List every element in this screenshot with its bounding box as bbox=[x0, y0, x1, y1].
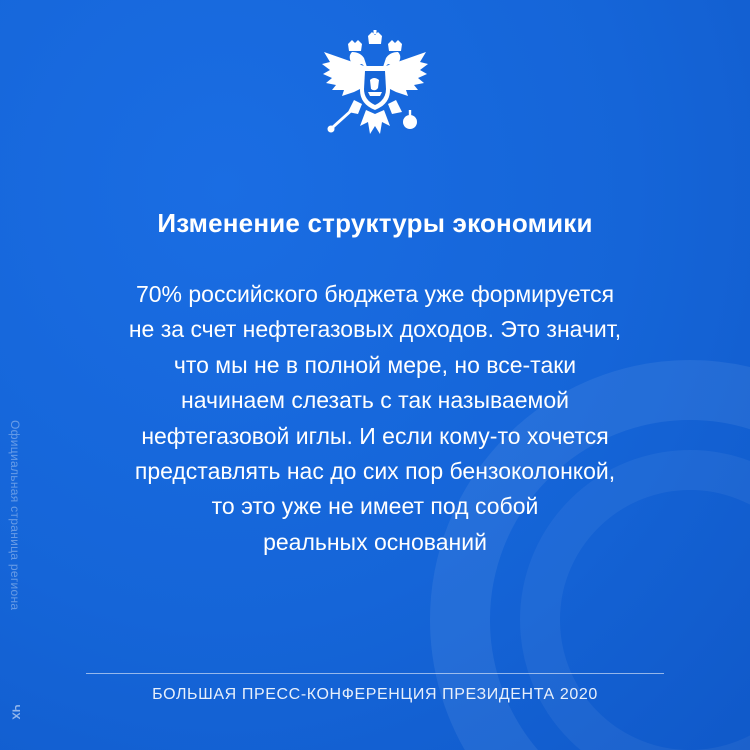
side-caption: Официальная страница региона bbox=[8, 420, 22, 611]
quote-line: реальных оснований bbox=[263, 528, 487, 555]
quote-line: не за счет нефтегазовых доходов. Это значит, bbox=[128, 316, 622, 343]
quote-line: то это уже не имеет под собой bbox=[211, 493, 539, 520]
quote-line: что мы не в полной мере, но все-таки bbox=[173, 351, 577, 378]
region-mark: ЧХ bbox=[9, 704, 22, 720]
quote-line: представлять нас до сих пор бензоколонкой, bbox=[134, 458, 616, 485]
quote-line: начинаем слезать с так называемой bbox=[181, 387, 569, 414]
event-caption: БОЛЬШАЯ ПРЕСС-КОНФЕРЕНЦИЯ ПРЕЗИДЕНТА 2020 bbox=[152, 686, 598, 703]
headline: Изменение структуры экономики bbox=[157, 208, 593, 238]
quote-text bbox=[60, 277, 690, 560]
footer-divider bbox=[86, 673, 664, 674]
quote-line: 70% российского бюджета уже формируется bbox=[135, 281, 615, 307]
russian-coat-of-arms-icon bbox=[318, 30, 432, 146]
quote-line: нефтегазовой иглы. И если кому-то хочется bbox=[141, 422, 609, 449]
